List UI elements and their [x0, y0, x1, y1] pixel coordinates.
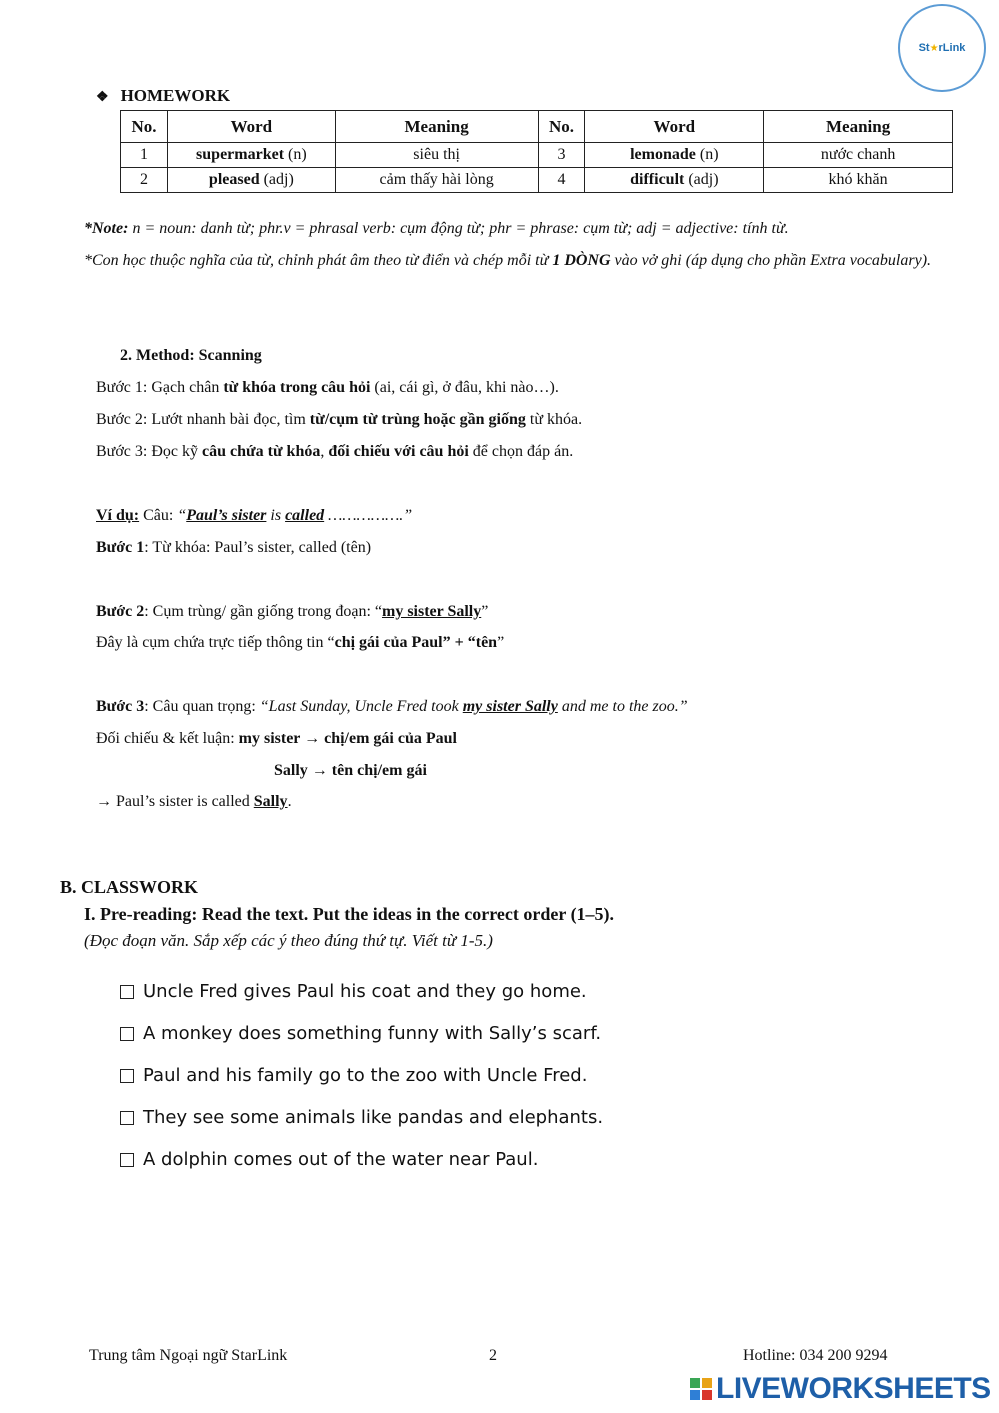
checkbox[interactable] [120, 1111, 134, 1125]
example-step-2-detail: Đây là cụm chứa trực tiếp thông tin “chị gái của Paul” + “tên” [96, 634, 505, 651]
diamond-bullet-icon: ❖ [96, 90, 109, 105]
example-step-2: Bước 2: Cụm trùng/ gần giống trong đoạn: “my sister Sally” [96, 603, 489, 620]
cell-no: 1 [121, 143, 168, 168]
header-word: Word [585, 111, 764, 143]
page-number: 2 [489, 1347, 497, 1364]
header-meaning: Meaning [764, 111, 953, 143]
example-question: Ví dụ: Câu: “Paul’s sister is called …………….” [96, 507, 413, 524]
starlink-logo: St ★ rLink [898, 4, 986, 92]
liveworksheets-logo: LIVEWORKSHEETS [690, 1372, 991, 1406]
example-compare: Đối chiếu & kết luận: my sister → chị/em gái của Paul [96, 730, 457, 747]
method-step-2: Bước 2: Lướt nhanh bài đọc, tìm từ/cụm từ trùng hoặc gần giống từ khóa. [96, 411, 583, 428]
cell-meaning: siêu thị [335, 143, 538, 168]
star-icon: ★ [929, 42, 939, 54]
ordering-item: A monkey does something funny with Sally’s scarf. [120, 1023, 601, 1044]
example-step-1: Bước 1: Từ khóa: Paul’s sister, called (tên) [96, 539, 372, 556]
ordering-item: Paul and his family go to the zoo with Uncle Fred. [120, 1065, 587, 1086]
table-header-row [121, 111, 953, 143]
checkbox[interactable] [120, 1153, 134, 1167]
cell-word: supermarket (n) [167, 143, 335, 168]
example-step-3: Bước 3: Câu quan trọng: “Last Sunday, Uncle Fred took my sister Sally and me to the zoo.” [96, 698, 688, 715]
header-no: No. [538, 111, 585, 143]
example-result: → Paul’s sister is called Sally. [96, 793, 292, 810]
cell-word: difficult (adj) [585, 168, 764, 193]
pre-reading-title: I. Pre-reading: Read the text. Put the ideas in the correct order (1–5). [84, 904, 615, 924]
cell-no: 2 [121, 168, 168, 193]
cell-word: lemonade (n) [585, 143, 764, 168]
ordering-item: Uncle Fred gives Paul his coat and they go home. [120, 981, 587, 1002]
header-word: Word [167, 111, 335, 143]
example-compare-line-2: Sally → tên chị/em gái [274, 762, 427, 779]
method-step-3: Bước 3: Đọc kỹ câu chứa từ khóa, đối chiếu với câu hỏi để chọn đáp án. [96, 443, 574, 460]
cell-word: pleased (adj) [167, 168, 335, 193]
pre-reading-subtitle: (Đọc đoạn văn. Sắp xếp các ý theo đúng thứ tự. Viết từ 1-5.) [84, 931, 493, 950]
checkbox[interactable] [120, 1069, 134, 1083]
table-row [121, 143, 953, 168]
classwork-title: B. CLASSWORK [60, 877, 199, 897]
cell-no: 3 [538, 143, 585, 168]
method-title: 2. Method: Scanning [120, 347, 262, 364]
brand-squares-icon [690, 1378, 712, 1400]
cell-meaning: khó khăn [764, 168, 953, 193]
homework-title: ❖ HOMEWORK [96, 86, 231, 105]
cell-meaning: nước chanh [764, 143, 953, 168]
ordering-item: They see some animals like pandas and elephants. [120, 1107, 603, 1128]
method-step-1: Bước 1: Gạch chân từ khóa trong câu hỏi (ai, cái gì, ở đâu, khi nào…). [96, 379, 559, 396]
cell-no: 4 [538, 168, 585, 193]
cell-meaning: cảm thấy hài lòng [335, 168, 538, 193]
header-meaning: Meaning [335, 111, 538, 143]
checkbox[interactable] [120, 985, 134, 999]
table-row [121, 168, 953, 193]
footer-center-name: Trung tâm Ngoại ngữ StarLink [89, 1347, 288, 1364]
checkbox[interactable] [120, 1027, 134, 1041]
note-paragraph: *Note: n = noun: danh từ; phr.v = phrasal verb: cụm động từ; phr = phrase: cụm từ; adj = adjective: tính từ. *Con học thuộc nghĩa của từ, chỉnh phát âm theo từ điển và chép mỗi từ 1 DÒNG vào vở ghi (áp dụng cho phần Extra vocabulary). [84, 220, 932, 269]
vocabulary-table [120, 110, 953, 193]
ordering-item: A dolphin comes out of the water near Paul. [120, 1149, 538, 1170]
footer-hotline: Hotline: 034 200 9294 [743, 1347, 888, 1364]
header-no: No. [121, 111, 168, 143]
